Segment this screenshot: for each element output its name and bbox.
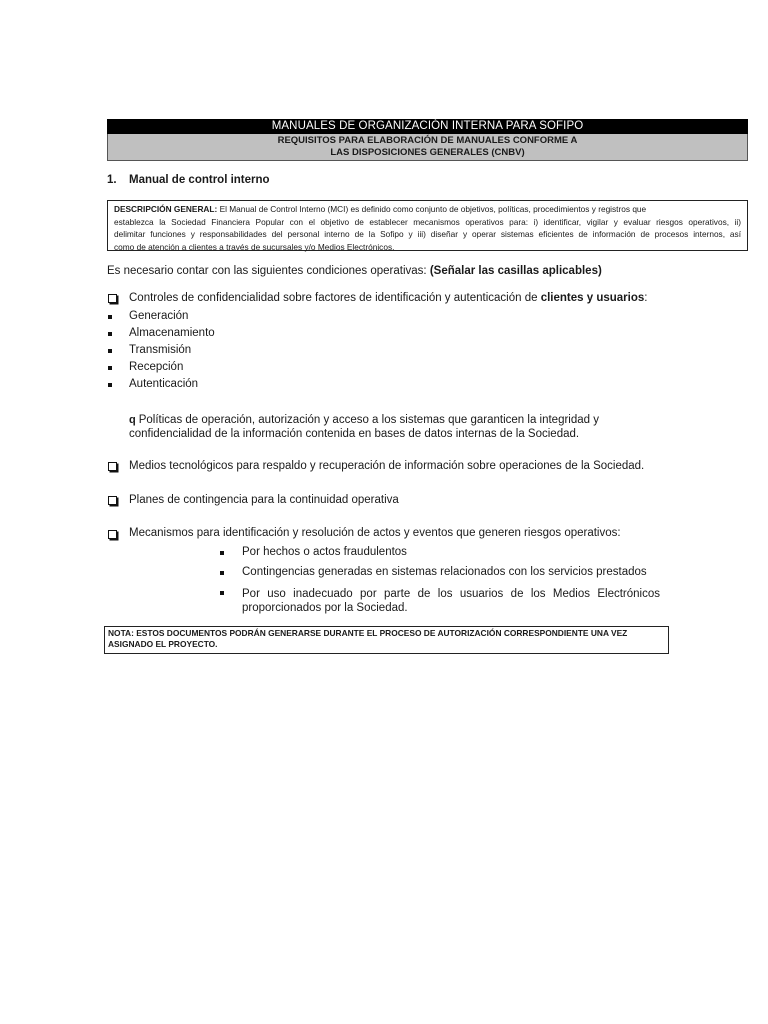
sub-item-misuse-line-2: proporcionados por la Sociedad. [242,602,408,614]
description-line-1: El Manual de Control Interno (MCI) es definido como conjunto de objetivos, políticas, procedimientos y registros que [217,204,647,214]
intro-bold: (Señalar las casillas aplicables) [429,265,602,277]
sub-item-misuse [242,587,660,615]
item-confidentiality-bold: clientes y usuarios [540,292,645,304]
document-title: MANUALES DE ORGANIZACIÓN INTERNA PARA SOFIPO [271,120,584,132]
bullet-icon [108,349,112,353]
bullet-icon [108,315,112,319]
list-item: Almacenamiento [129,327,215,339]
item-contingency: Planes de contingencia para la continuidad operativa [129,494,399,506]
section-heading [107,174,270,186]
bullet-icon [108,383,112,387]
subtitle-line-1: REQUISITOS PARA ELABORACIÓN DE MANUALES CONFORME A [277,135,578,146]
list-item: Transmisión [129,344,192,356]
checkbox-confidentiality[interactable] [108,294,117,303]
list-item: Generación [129,310,189,322]
bullet-icon [220,551,224,555]
note-line-1: NOTA: ESTOS DOCUMENTOS PODRÁN GENERARSE DURANTE EL PROCESO DE AUTORIZACIÓN CORRESPONDIENTE UNA VEZ [108,628,628,638]
intro-text: Es necesario contar con las siguientes condiciones operativas: [107,265,430,277]
list-item: Autenticación [129,378,199,390]
note-box [104,626,669,654]
section-number: 1. [107,174,117,186]
bullet-icon [220,571,224,575]
item-backup: Medios tecnológicos para respaldo y recuperación de información sobre operaciones de la Sociedad. [129,460,645,472]
section-title: Manual de control interno [129,174,270,186]
document-title-bar [107,119,748,134]
checkbox-glyph-icon[interactable]: q [129,414,136,426]
description-line-3: delimitar funciones y responsabilidades del personal interno de la Sofipo y iii) diseñar y operar sistemas eficientes de información de procesos internos, así [114,229,741,240]
description-label: DESCRIPCIÓN GENERAL: [114,204,218,214]
item-mechanisms: Mecanismos para identificación y resolución de actos y eventos que generen riesgos operativos: [129,527,621,539]
bullet-icon [108,332,112,336]
description-line-4: como de atención a clientes a través de sucursales y/o Medios Electrónicos. [114,242,395,253]
item-confidentiality-text: Controles de confidencialidad sobre factores de identificación y autenticación de [129,292,541,304]
item-policies-line-2: confidencialidad de la información contenida en bases de datos internas de la Sociedad. [129,428,580,440]
document-subtitle-bar [107,134,748,161]
checkbox-backup[interactable] [108,462,117,471]
item-policies [129,413,599,441]
list-item: Recepción [129,361,184,373]
subtitle-line-2: LAS DISPOSICIONES GENERALES (CNBV) [330,146,525,158]
note-line-2: ASIGNADO EL PROYECTO. [108,639,218,649]
sub-item-misuse-line-1: Por uso inadecuado por parte de los usuarios de los Medios Electrónicos [242,588,660,600]
sub-item-fraud: Por hechos o actos fraudulentos [242,546,407,558]
intro-paragraph [107,265,602,277]
description-line-2: establezca la Sociedad Financiera Popular con el objetivo de establecer mecanismos operativos para: i) identificar, vigilar y evaluar riesgos operativos, ii) [114,216,741,227]
item-confidentiality: Controles de confidencialidad sobre factores de identificación y autenticación de clientes y usuarios: [129,292,648,304]
bullet-icon [108,366,112,370]
sub-item-systems: Contingencias generadas en sistemas relacionados con los servicios prestados [242,566,647,578]
bullet-icon [220,591,224,595]
description-box [107,200,748,251]
item-policies-line-1: Políticas de operación, autorización y acceso a los sistemas que garanticen la integridad y [138,414,599,426]
checkbox-mechanisms[interactable] [108,530,117,539]
checkbox-contingency[interactable] [108,496,117,505]
